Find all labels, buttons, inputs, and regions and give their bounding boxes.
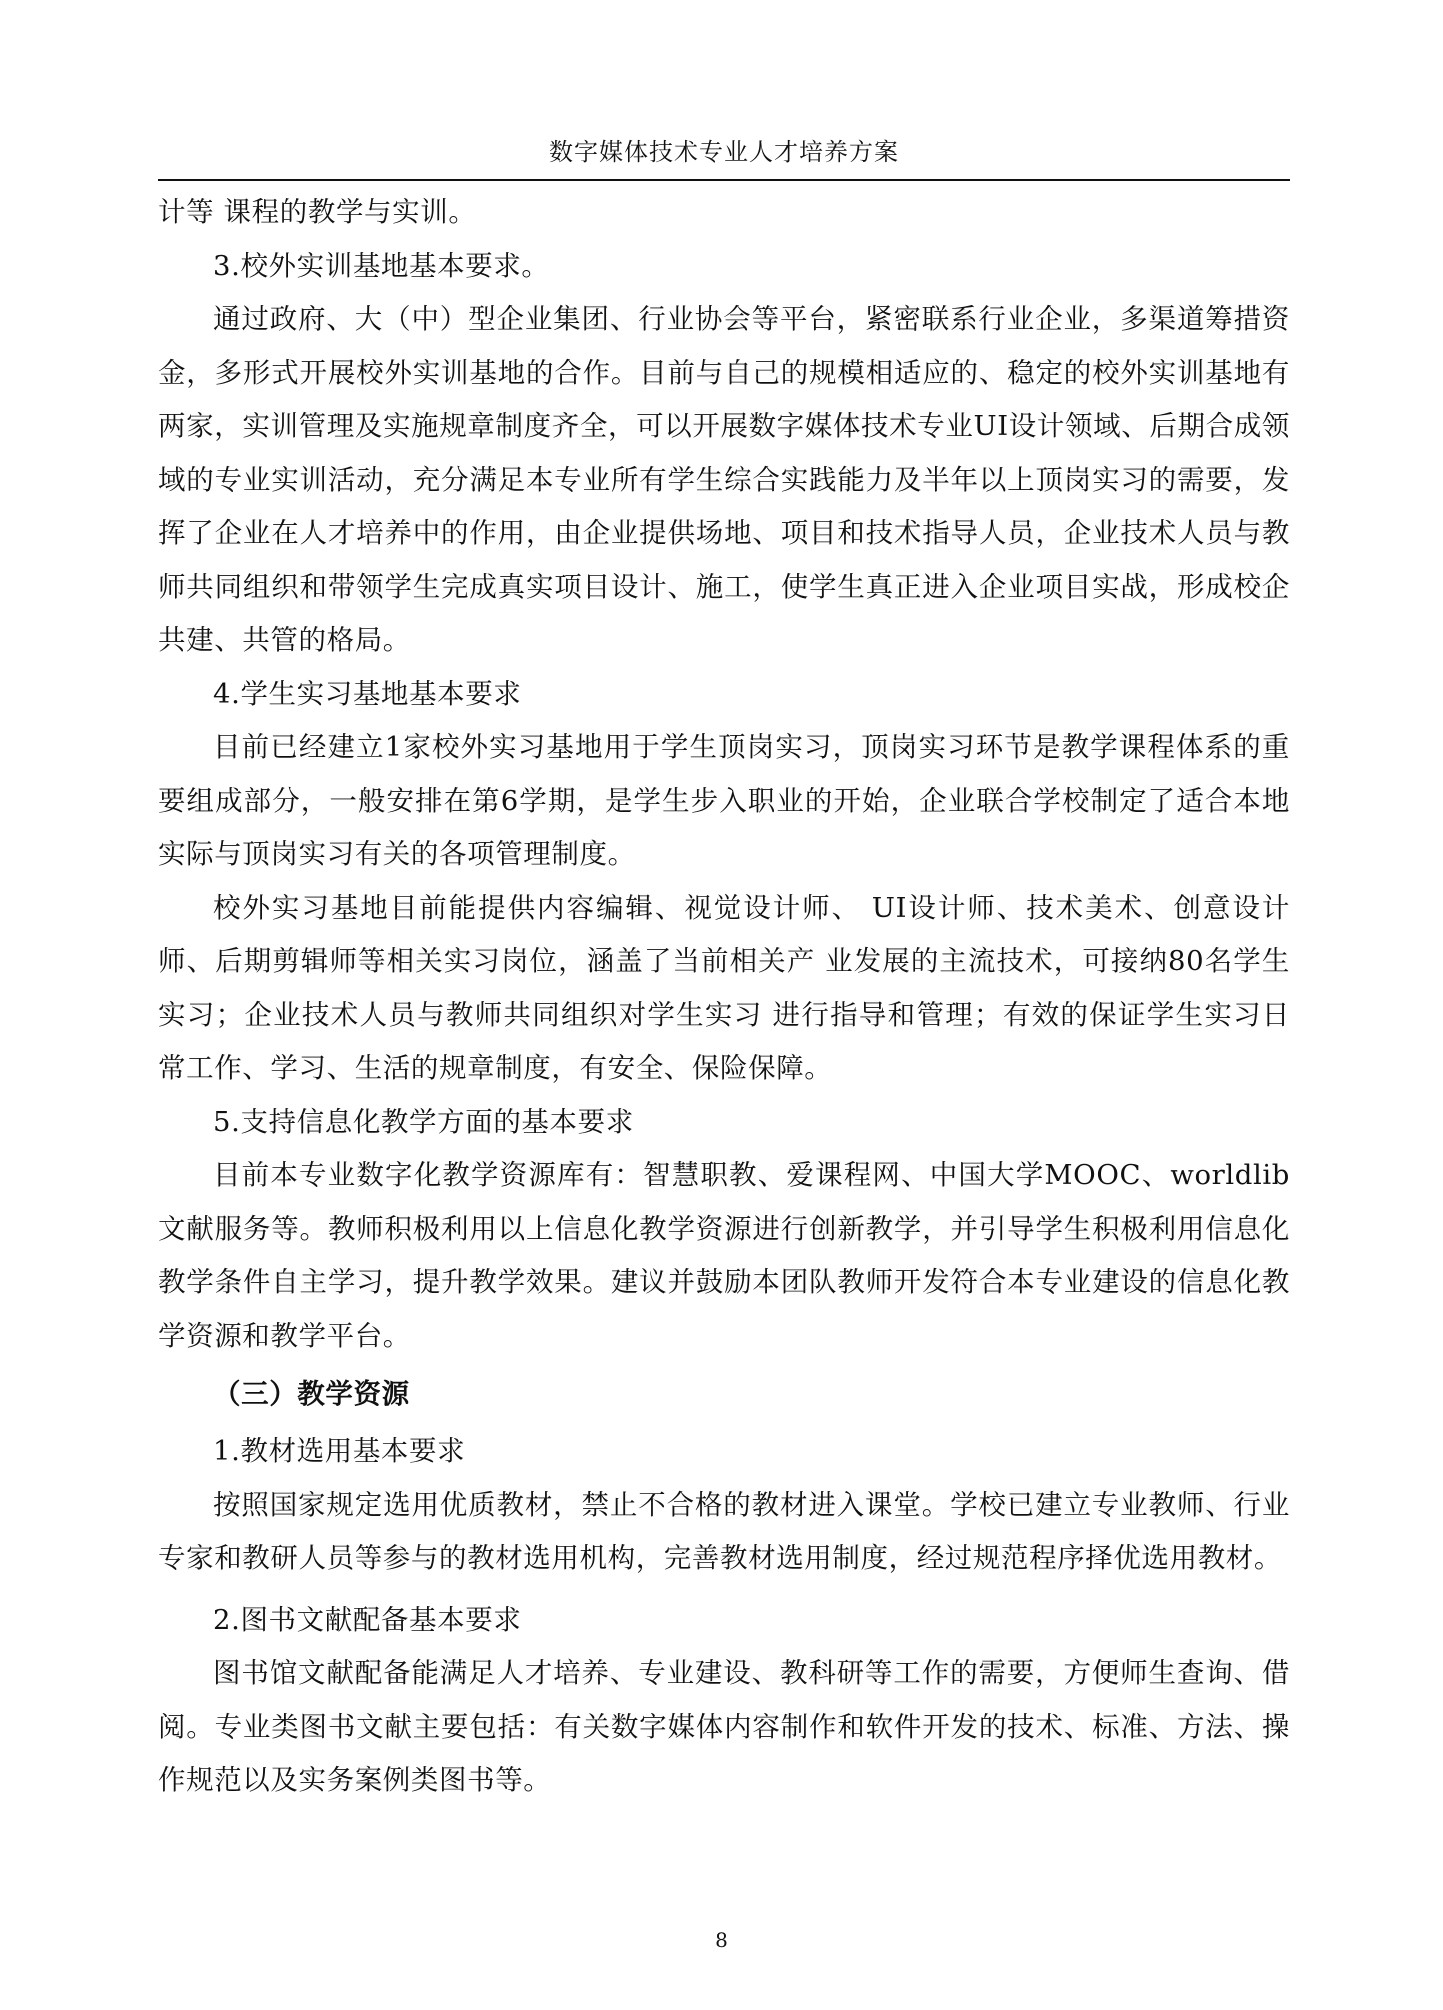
section-heading-teaching-resources: （三）教学资源 — [213, 1378, 410, 1410]
spacer — [158, 1586, 1290, 1594]
page-number: 8 — [715, 1928, 728, 1952]
heading-textbook-selection: 1.教材选用基本要求 — [213, 1435, 466, 1467]
paragraph-textbook-selection: 按照国家规定选用优质教材，禁止不合格的教材进入课堂。学校已建立专业教师、行业专家和教研人员等参与的教材选用机构，完善教材选用制度，经过规范程序择优选用教材。 — [158, 1488, 1290, 1574]
paragraph-internship-base-2: 校外实习基地目前能提供内容编辑、视觉设计师、 UI设计师、技术美术、创意设计师、后期剪辑师等相关实习岗位，涵盖了当前相关产 业发展的主流技术，可接纳80名学生实习；企业技术人员与教师共同组织对学生实习 进行指导和管理；有效的保证学生实习日常工作、学习、生活的规章制度，有安全、保险保障。 — [158, 891, 1290, 1084]
header-divider — [158, 179, 1290, 181]
paragraph-library-resources: 图书馆文献配备能满足人才培养、专业建设、教科研等工作的需要，方便师生查询、借 阅。专业类图书文献主要包括：有关数字媒体内容制作和软件开发的技术、标准、方法、操作规范以及实务案例类图书等。 — [158, 1657, 1290, 1796]
heading-internship-base: 4.学生实习基地基本要求 — [213, 677, 522, 710]
heading-informatized-teaching: 5.支持信息化教学方面的基本要求 — [213, 1105, 634, 1138]
paragraph-continuation: 计等 课程的教学与实训。 — [158, 196, 477, 228]
page-header-title: 数字媒体技术专业人才培养方案 — [549, 138, 899, 166]
heading-offsite-training-base: 3.校外实训基地基本要求。 — [213, 249, 550, 282]
paragraph-offsite-training-base: 通过政府、大（中）型企业集团、行业协会等平台，紧密联系行业企业，多渠道筹措资金，多形式开展校外实训基地的合作。目前与自己的规模相适应的、稳定的校外实训基地有两家，实训管理及实施规章制度齐全，可以开展数字媒体技术专业UI设计领域、后期合成领域的专业实训活动，充分满足本专业所有学生综合实践能力及半年以上顶岗实习的需要，发挥了企业在人才培养中的作用，由企业提供场地、项目和技术指导人员，企业技术人员与教师共同组织和带领学生完成真实项目设计、施工，使学生真正进入企业项目实战，形成校企共建、共管的格局。 — [158, 303, 1290, 656]
page-content — [158, 186, 1290, 1808]
heading-library-resources: 2.图书文献配备基本要求 — [213, 1603, 522, 1636]
paragraph-informatized-teaching: 目前本专业数字化教学资源库有：智慧职教、爱课程网、中国大学MOOC、worldlib文献服务等。教师积极利用以上信息化教学资源进行创新教学，并引导学生积极利用信息化教学条件自主学习，提升教学效果。建议并鼓励本团队教师开发符合本专业建设的信息化教学资源和教学平台。 — [158, 1159, 1290, 1352]
paragraph-internship-base-1: 目前已经建立1家校外实习基地用于学生顶岗实习，顶岗实习环节是教学课程体系的重要组成部分，一般安排在第6学期，是学生步入职业的开始，企业联合学校制定了适合本地实际与顶岗实习有关的各项管理制度。 — [158, 731, 1290, 870]
